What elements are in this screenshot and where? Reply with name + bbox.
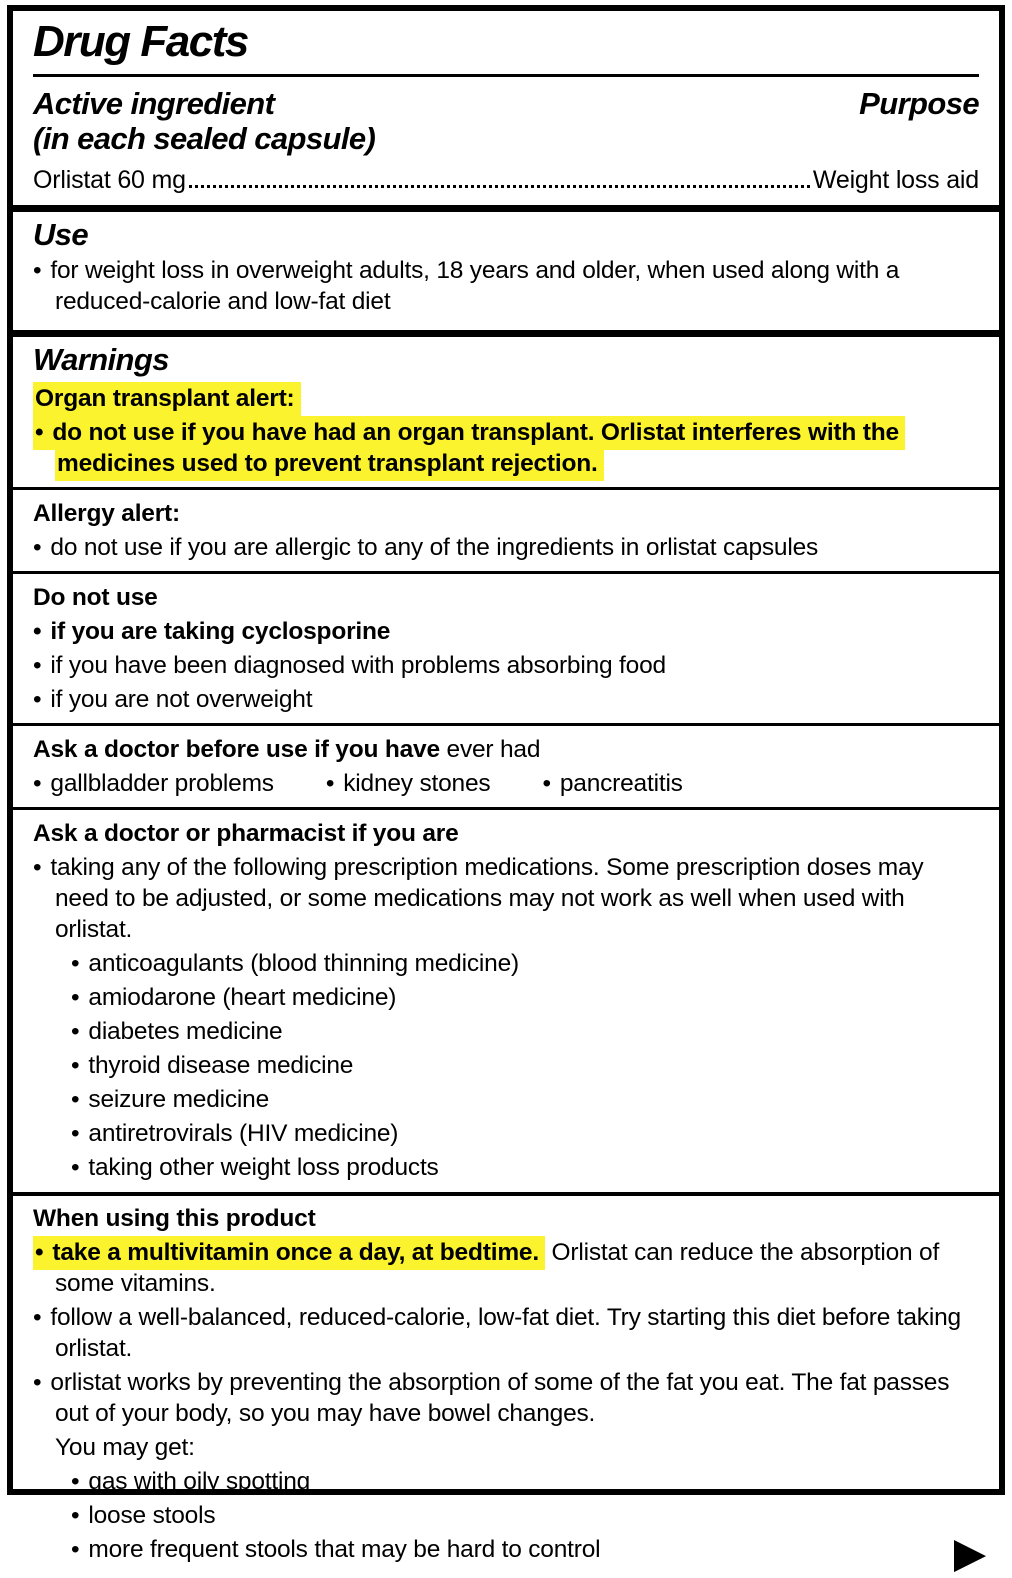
ingredient-purpose-line	[33, 166, 979, 195]
purpose-value: Weight loss aid	[812, 165, 979, 194]
medication-item: • seizure medicine	[71, 1084, 979, 1115]
side-effect-item: • more frequent stools that may be hard to control	[71, 1534, 979, 1565]
warning-divider	[13, 807, 999, 810]
medication-item: • amiodarone (heart medicine)	[71, 982, 979, 1013]
medication-item: • antiretrovirals (HIV medicine)	[71, 1118, 979, 1149]
continue-arrow-icon: ▶	[953, 1528, 986, 1578]
diet-bullet: • follow a well-balanced, reduced-calorie, low-fat diet. Try starting this diet before taking orlistat.	[33, 1302, 979, 1364]
condition-item: • kidney stones	[326, 768, 491, 799]
bullet-dot-icon	[71, 1052, 88, 1079]
bullet-dot-icon	[33, 1369, 50, 1396]
active-ingredient-heading-line1: Active ingredient	[33, 86, 275, 122]
drug-facts-label	[7, 5, 1005, 1578]
bullet-dot-icon	[71, 1502, 88, 1529]
fat-absorption-bullet: • orlistat works by preventing the absorption of some of the fat you eat. The fat passes out of your body, so you may have bowel changes.	[33, 1367, 979, 1429]
warning-divider	[13, 571, 999, 574]
bullet-dot-icon	[71, 1536, 88, 1563]
bullet-dot-icon	[71, 1154, 88, 1181]
bullet-dot-icon	[71, 984, 88, 1011]
bullet-dot-icon	[33, 770, 50, 797]
do-not-use-bullet: • if you have been diagnosed with problems absorbing food	[33, 650, 979, 681]
do-not-use-heading: Do not use	[33, 584, 158, 612]
dot-leader	[189, 185, 810, 188]
bullet-dot-icon	[33, 1304, 50, 1331]
section-divider-bar	[13, 330, 999, 337]
side-effect-item: • loose stools	[71, 1500, 979, 1531]
warning-divider	[13, 1192, 999, 1196]
ingredient-name: Orlistat 60 mg	[33, 165, 186, 194]
warnings-heading: Warnings	[33, 342, 169, 378]
bullet-dot-icon	[33, 257, 50, 284]
active-ingredient-heading	[33, 87, 375, 156]
use-heading: Use	[33, 216, 89, 252]
side-effect-item: • gas with oily spotting	[71, 1466, 979, 1497]
when-using-heading: When using this product	[33, 1205, 316, 1233]
bullet-dot-icon	[71, 1086, 88, 1113]
multivitamin-bullet: • take a multivitamin once a day, at bedtime. Orlistat can reduce the absorption of some vitamins.	[33, 1237, 979, 1299]
do-not-use-bullet: • if you are not overweight	[33, 684, 979, 715]
bullet-dot-icon	[33, 618, 50, 645]
active-ingredient-row	[33, 87, 979, 156]
medication-item: • anticoagulants (blood thinning medicine)	[71, 948, 979, 979]
bullet-dot-icon	[71, 950, 88, 977]
active-ingredient-heading-line2: (in each sealed capsule)	[33, 120, 376, 156]
ask-doctor-pharmacist-heading: Ask a doctor or pharmacist if you are	[33, 820, 459, 848]
bullet-dot-icon	[35, 1239, 52, 1266]
do-not-use-bullet: • if you are taking cyclosporine	[33, 616, 979, 647]
bullet-dot-icon	[33, 854, 50, 881]
medication-item: • taking other weight loss products	[71, 1152, 979, 1183]
organ-transplant-alert-heading: Organ transplant alert:	[33, 383, 979, 414]
ask-doctor-heading: Ask a doctor before use if you have ever had	[33, 736, 541, 764]
bullet-dot-icon	[35, 419, 52, 446]
use-section	[13, 212, 999, 331]
bullet-dot-icon	[326, 770, 343, 797]
bullet-dot-icon	[33, 686, 50, 713]
ask-doctor-conditions	[33, 768, 979, 799]
warning-divider	[13, 723, 999, 726]
bullet-dot-icon	[71, 1018, 88, 1045]
use-bullet: • for weight loss in overweight adults, 18 years and older, when used along with a reduced-calorie and low-fat diet	[33, 255, 979, 317]
purpose-heading: Purpose	[859, 86, 979, 122]
medication-item: • diabetes medicine	[71, 1016, 979, 1047]
bullet-dot-icon	[33, 652, 50, 679]
section-divider-bar	[13, 205, 999, 212]
prescription-medications-bullet: • taking any of the following prescription medications. Some prescription doses may need to be adjusted, or some medications may not work as well when used with orlistat.	[33, 852, 979, 945]
condition-item: • gallbladder problems	[33, 768, 274, 799]
bullet-dot-icon	[71, 1468, 88, 1495]
allergy-alert-bullet: • do not use if you are allergic to any of the ingredients in orlistat capsules	[33, 532, 979, 563]
header-section	[13, 11, 999, 205]
condition-item: • pancreatitis	[542, 768, 682, 799]
bullet-dot-icon	[33, 534, 50, 561]
bullet-dot-icon	[71, 1120, 88, 1147]
you-may-get-label: You may get:	[55, 1434, 195, 1462]
bullet-dot-icon	[542, 770, 559, 797]
allergy-alert-heading: Allergy alert:	[33, 500, 180, 528]
warnings-section	[13, 337, 999, 1578]
warning-divider	[13, 487, 999, 490]
page-title: Drug Facts	[33, 17, 248, 66]
medication-item: • thyroid disease medicine	[71, 1050, 979, 1081]
title-divider	[33, 74, 979, 77]
organ-transplant-alert-bullet: • do not use if you have had an organ transplant. Orlistat interferes with the medicines used to prevent transplant rejection.	[33, 417, 979, 479]
